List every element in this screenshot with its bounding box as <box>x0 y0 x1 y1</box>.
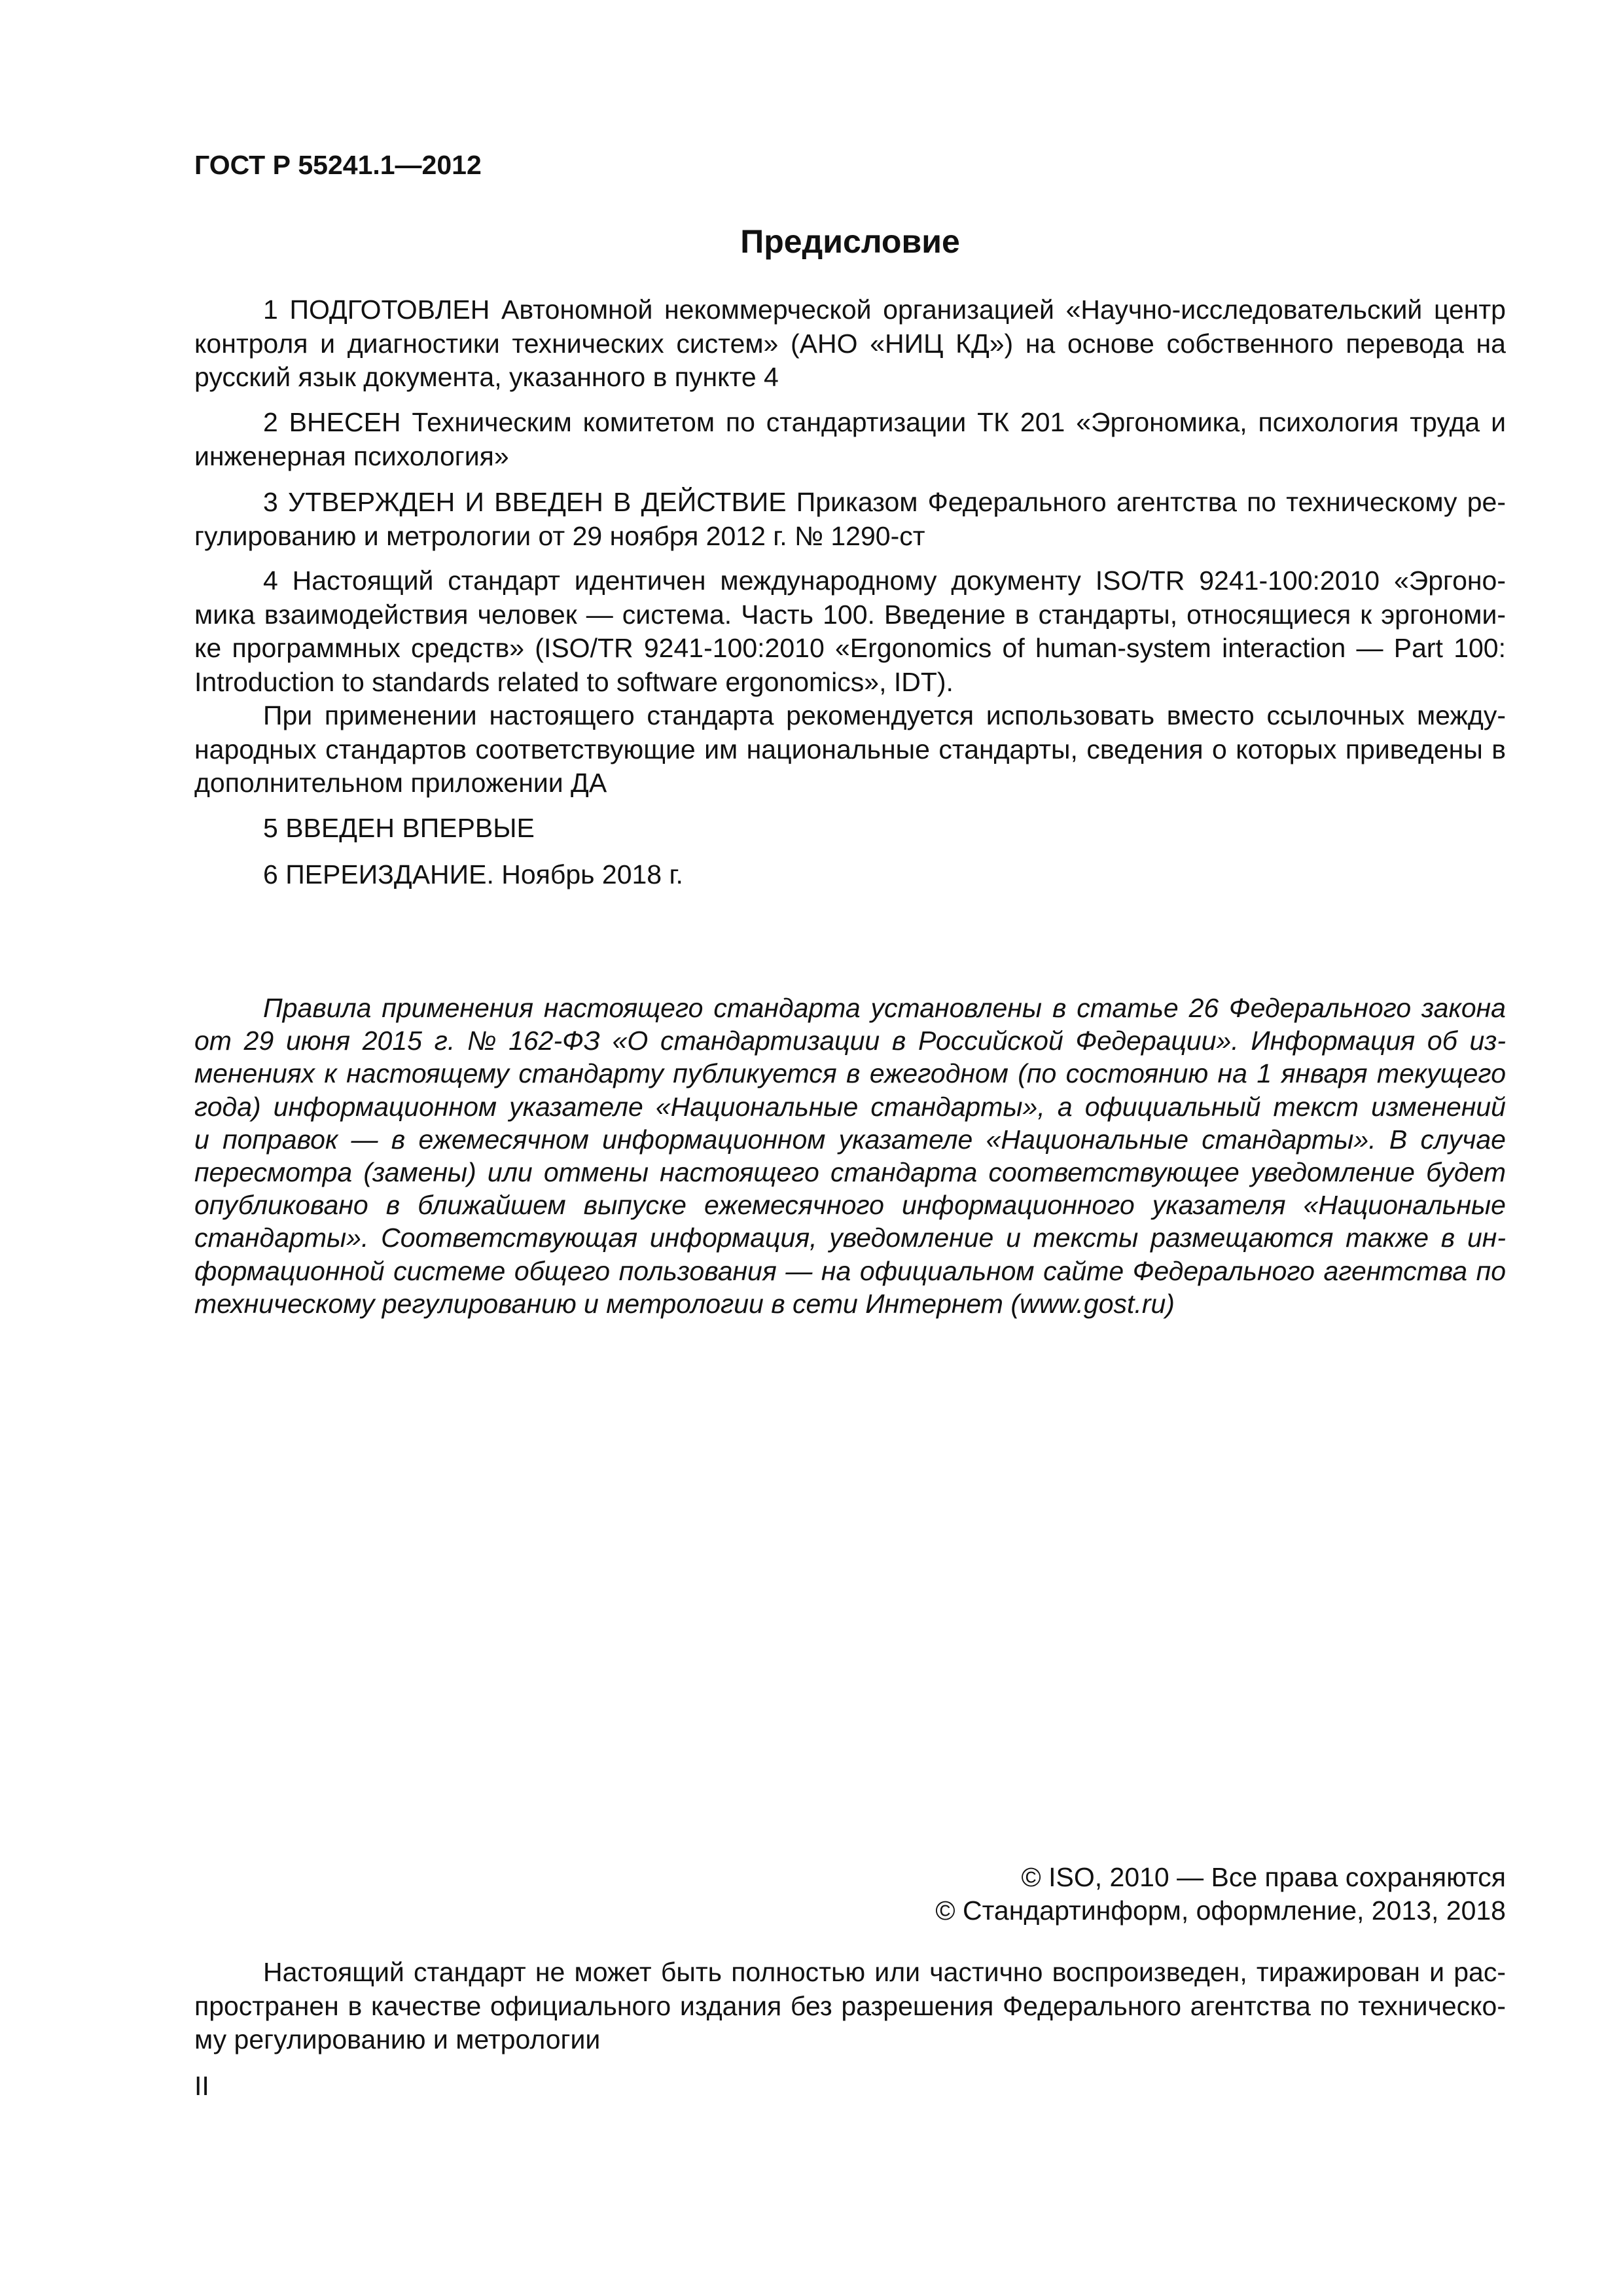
page-number: II <box>194 2071 209 2101</box>
application-rules-notice-line: пересмотра (замены) или отмены настоящего стандарта соответствующее уведомление будет <box>194 1157 1506 1187</box>
foreword-item-3 <box>194 486 1506 553</box>
foreword-item-2-line: инженерная психология» <box>194 440 509 471</box>
foreword-title: Предисловие <box>740 223 960 260</box>
application-rules-notice-line: Правила применения настоящего стандарта установлены в статье 26 Федерального закона <box>263 993 1506 1023</box>
application-rules-notice <box>194 992 1506 1320</box>
reproduction-notice <box>194 1956 1506 2057</box>
copyright-notice-line: © ISO, 2010 — Все права сохраняются <box>1021 1862 1506 1892</box>
foreword-item-4-note-line: дополнительном приложении ДА <box>194 768 607 798</box>
foreword-item-1-line: 1 ПОДГОТОВЛЕН Автономной некоммерческой организацией «Научно-исследовательский центр <box>263 295 1506 325</box>
application-rules-notice-line: менениях к настоящему стандарту публикуется в ежегодном (по состоянию на 1 января текущего <box>194 1058 1506 1089</box>
foreword-item-4-line: 4 Настоящий стандарт идентичен международному документу ISO/TR 9241-100:2010 «Эргоно- <box>263 565 1506 596</box>
reproduction-notice-line: му регулированию и метрологии <box>194 2024 601 2054</box>
foreword-item-4-line: Introduction to standards related to software ergonomics», IDT). <box>194 666 954 697</box>
copyright-notice <box>194 1861 1506 1928</box>
foreword-item-4-note <box>194 699 1506 800</box>
foreword-item-6-line: 6 ПЕРЕИЗДАНИЕ. Ноябрь 2018 г. <box>263 859 683 889</box>
foreword-item-4-note-line: народных стандартов соответствующие им национальные стандарты, сведения о которых приведены в <box>194 734 1506 764</box>
application-rules-notice-line: и поправок — в ежемесячном информационном указателе «Национальные стандарты». В случае <box>194 1124 1506 1155</box>
foreword-item-2-line: 2 ВНЕСЕН Техническим комитетом по стандартизации ТК 201 «Эргономика, психология труда и <box>263 407 1506 437</box>
foreword-item-5-line: 5 ВВЕДЕН ВПЕРВЫЕ <box>263 813 535 843</box>
foreword-item-4-note-line: При применении настоящего стандарта рекомендуется использовать вместо ссылочных между- <box>263 700 1506 730</box>
document-code: ГОСТ Р 55241.1—2012 <box>194 150 482 180</box>
foreword-item-6 <box>194 858 1506 892</box>
foreword-item-4-line: ке программных средств» (ISO/TR 9241-100:2010 «Ergonomics of human-system interaction — Part 100: <box>194 633 1506 663</box>
foreword-item-3-line: 3 УТВЕРЖДЕН И ВВЕДЕН В ДЕЙСТВИЕ Приказом Федерального агентства по техническому ре- <box>263 487 1506 517</box>
application-rules-notice-line: от 29 июня 2015 г. № 162-ФЗ «О стандартизации в Российской Федерации». Информация об из- <box>194 1026 1506 1056</box>
foreword-item-3-line: гулированию и метрологии от 29 ноября 2012 г. № 1290-ст <box>194 520 925 551</box>
application-rules-notice-line: формационной системе общего пользования — на официальном сайте Федерального агентства по <box>194 1255 1506 1286</box>
application-rules-notice-line: стандарты». Соответствующая информация, уведомление и тексты размещаются также в ин- <box>194 1223 1506 1253</box>
application-rules-notice-line: года) информационном указателе «Национальные стандарты», а официальный текст изменений <box>194 1091 1506 1122</box>
reproduction-notice-line: Настоящий стандарт не может быть полностью или частично воспроизведен, тиражирован и рас- <box>263 1957 1506 1987</box>
application-rules-notice-line: техническому регулированию и метрологии в сети Интернет (www.gost.ru) <box>194 1288 1175 1319</box>
foreword-item-2 <box>194 406 1506 473</box>
foreword-item-1 <box>194 293 1506 395</box>
foreword-item-5 <box>194 812 1506 846</box>
reproduction-notice-line: пространен в качестве официального издания без разрешения Федерального агентства по техническо- <box>194 1990 1506 2021</box>
foreword-item-4 <box>194 564 1506 699</box>
application-rules-notice-line: опубликовано в ближайшем выпуске ежемесячного информационного указателя «Национальные <box>194 1190 1506 1221</box>
foreword-item-4-line: мика взаимодействия человек — система. Часть 100. Введение в стандарты, относящиеся к эргономи- <box>194 599 1506 630</box>
foreword-item-1-line: русский язык документа, указанного в пункте 4 <box>194 362 779 392</box>
foreword-item-1-line: контроля и диагностики технических систем» (АНО «НИЦ КД») на основе собственного перевода на <box>194 328 1506 359</box>
copyright-notice-line: © Стандартинформ, оформление, 2013, 2018 <box>935 1895 1506 1926</box>
